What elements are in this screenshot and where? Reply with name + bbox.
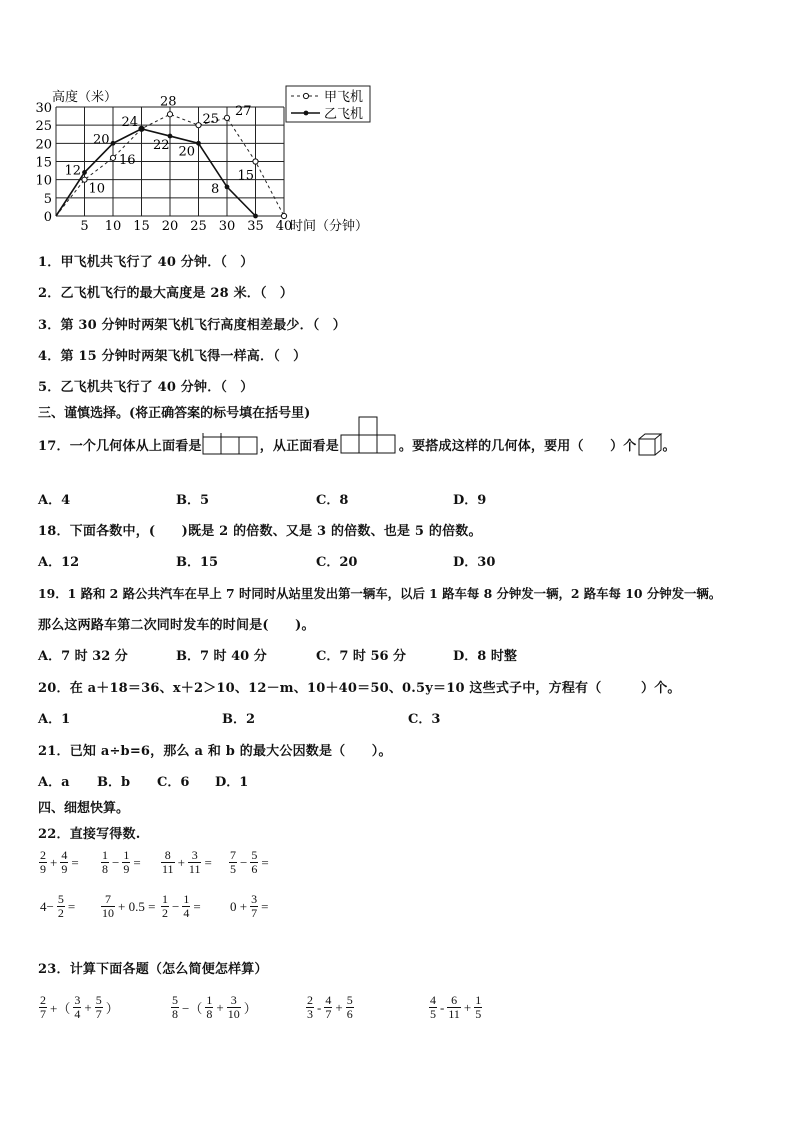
y-tick-label-3: 15 xyxy=(35,155,52,171)
q22-expression-1-2 xyxy=(100,849,143,876)
q23-operator: + xyxy=(463,999,472,1015)
x-tick-label-4: 20 xyxy=(161,219,179,234)
q23-fraction: $\frac{6}{11}$ xyxy=(448,993,460,1021)
legend-yi-label: 乙飞机 xyxy=(324,107,364,122)
q21-option-b: B．b xyxy=(97,775,131,790)
legend-jia-label: 甲飞机 xyxy=(324,90,364,105)
q22-equals: = xyxy=(133,854,141,870)
data-label-11: 15 xyxy=(237,168,255,184)
q23-operator: ） xyxy=(105,1001,119,1016)
q23-fraction: $\frac{1}{5}$ xyxy=(475,993,482,1021)
question-22-title: 22．直接写得数. xyxy=(38,827,141,842)
data-label-8: 20 xyxy=(178,144,196,160)
q22-fraction: $\frac{7}{5}$ xyxy=(230,848,236,876)
q22-fraction: $\frac{5}{6}$ xyxy=(251,848,258,876)
q23-fraction: $\frac{3}{4}$ xyxy=(74,993,81,1021)
q22-expression-1-4 xyxy=(228,849,271,876)
judgement-item-3: 3．第 30 分钟时两架飞机飞行高度相差最少．（ ） xyxy=(38,318,346,333)
q23-expression-3 xyxy=(305,994,355,1021)
question-20: 20．在 a＋18＝36、x＋2＞10、12－m、10＋40＝50、0.5y＝10 这些式子中，方程有（ ）个。 xyxy=(38,681,681,696)
q22-fraction: $\frac{3}{11}$ xyxy=(188,848,201,876)
q17-text-4: 。 xyxy=(662,438,676,454)
q23-expression-4 xyxy=(428,994,483,1021)
q22-lead: 0 + xyxy=(230,898,248,914)
series-yi-point-1 xyxy=(82,170,87,175)
series-yi-point-7 xyxy=(253,214,258,219)
x-tick-label-1: 5 xyxy=(80,219,89,234)
q22-equals: + 0.5 = xyxy=(118,898,156,914)
x-axis-label: 时间（分钟） xyxy=(290,219,369,234)
q23-operator: −（ xyxy=(182,1001,203,1016)
q22-expression-1-3 xyxy=(160,849,214,876)
series-jia-point-1 xyxy=(82,177,87,182)
question-17 xyxy=(38,432,676,456)
q19-option-a: A．7 时 32 分 xyxy=(38,649,128,664)
q22-fraction: $\frac{8}{11}$ xyxy=(162,848,174,876)
series-yi-point-6 xyxy=(225,185,230,190)
q23-operator: - xyxy=(440,999,445,1015)
series-yi-point-3 xyxy=(139,126,144,131)
q22-fraction: $\frac{7}{10}$ xyxy=(102,892,114,920)
q17-option-c: C．8 xyxy=(316,493,349,508)
series-jia-point-4 xyxy=(167,112,172,117)
data-label-7: 25 xyxy=(202,112,220,128)
q23-operator: - xyxy=(317,999,322,1015)
section-4-heading: 四、细想快算。 xyxy=(38,801,130,816)
q22-equals: = xyxy=(261,854,269,870)
q22-expression-2-2 xyxy=(100,893,157,920)
q22-expression-2-4 xyxy=(228,893,270,920)
q22-operator: + xyxy=(177,854,185,870)
q21-option-a: A．a xyxy=(38,775,70,790)
series-yi-point-5 xyxy=(196,141,201,146)
q22-fraction: $\frac{1}{2}$ xyxy=(162,892,168,920)
x-tick-label-2: 10 xyxy=(104,219,122,234)
x-tick-label-7: 35 xyxy=(247,219,264,234)
question-19-line-2: 那么这两路车第二次同时发车的时间是( )。 xyxy=(38,618,315,633)
x-tick-label-6: 30 xyxy=(218,219,236,234)
q23-fraction: $\frac{5}{7}$ xyxy=(95,993,102,1021)
q23-operator: + xyxy=(216,999,224,1015)
q23-fraction: $\frac{5}{6}$ xyxy=(346,993,353,1021)
x-tick-label-5: 25 xyxy=(190,219,207,234)
q22-fraction: $\frac{2}{9}$ xyxy=(40,848,46,876)
series-jia-point-2 xyxy=(110,155,115,160)
question-23-title: 23．计算下面各题（怎么简便怎样算） xyxy=(38,962,268,977)
q22-expression-2-1 xyxy=(38,893,77,920)
q17-text-3: 。要搭成这样的几何体，要用（ ）个 xyxy=(398,438,637,454)
q23-fraction: $\frac{2}{7}$ xyxy=(40,993,46,1021)
q23-fraction: $\frac{4}{5}$ xyxy=(430,993,436,1021)
q22-operator: − xyxy=(112,854,120,870)
judgement-item-5: 5．乙飞机共飞行了 40 分钟．（ ） xyxy=(38,380,254,395)
q22-operator: − xyxy=(240,854,248,870)
altitude-line-chart xyxy=(0,0,420,240)
q22-fraction: $\frac{1}{9}$ xyxy=(123,848,130,876)
data-label-3: 16 xyxy=(119,152,136,168)
q18-option-a: A．12 xyxy=(38,555,80,570)
q22-equals: = xyxy=(67,898,76,914)
series-jia-point-6 xyxy=(224,115,229,120)
q23-fraction: $\frac{4}{7}$ xyxy=(325,993,332,1021)
cube-icon xyxy=(637,432,663,456)
q22-equals: = xyxy=(193,898,201,914)
q22-equals: = xyxy=(71,854,79,870)
x-tick-label-3: 15 xyxy=(133,219,150,234)
data-label-1: 10 xyxy=(88,181,106,197)
q23-operator: + xyxy=(335,999,343,1015)
q22-operator: + xyxy=(50,854,58,870)
y-tick-label-2: 10 xyxy=(35,173,52,189)
data-label-4: 24 xyxy=(121,114,139,130)
front-view-shape xyxy=(339,415,399,455)
q21-option-c: C．6 xyxy=(157,775,190,790)
q23-fraction: $\frac{2}{3}$ xyxy=(307,993,313,1021)
q22-fraction: $\frac{5}{2}$ xyxy=(57,892,64,920)
y-tick-label-5: 25 xyxy=(35,119,52,135)
x-tick-label-8: 40 xyxy=(275,219,293,234)
series-jia-point-5 xyxy=(196,123,201,128)
q22-equals: = xyxy=(261,898,269,914)
q22-lead: 4− xyxy=(40,898,54,914)
q17-option-a: A．4 xyxy=(38,493,71,508)
q23-operator: +（ xyxy=(50,1001,71,1016)
q23-operator: + xyxy=(84,999,92,1015)
q22-operator: − xyxy=(172,898,180,914)
y-tick-label-0: 0 xyxy=(43,210,52,225)
q18-option-b: B．15 xyxy=(176,555,219,570)
series-jia-point-8 xyxy=(281,213,286,218)
judgement-item-4: 4．第 15 分钟时两架飞机飞得一样高．（ ） xyxy=(38,349,307,364)
q22-fraction: $\frac{1}{8}$ xyxy=(102,848,108,876)
section-3-heading: 三、谨慎选择。(将正确答案的标号填在括号里) xyxy=(38,406,311,421)
q21-option-d: D．1 xyxy=(215,775,249,790)
y-tick-label-6: 30 xyxy=(35,101,52,116)
question-19-line-1: 19．1 路和 2 路公共汽车在早上 7 时同时从站里发出第一辆车，以后 1 路车每 8 分钟发一辆，2 路车每 10 分钟发一辆。 xyxy=(38,586,722,601)
q17-text-1: 17．一个几何体从上面看是 xyxy=(38,438,202,454)
question-21: 21．已知 a÷b=6，那么 a 和 b 的最大公因数是（ ）。 xyxy=(38,744,392,759)
q23-expression-1 xyxy=(38,994,121,1021)
series-jia-point-7 xyxy=(253,159,258,164)
y-tick-label-1: 5 xyxy=(43,191,52,207)
q22-fraction: $\frac{1}{4}$ xyxy=(183,892,190,920)
q17-option-b: B．5 xyxy=(176,493,210,508)
judgement-item-1: 1．甲飞机共飞行了 40 分钟．（ ） xyxy=(38,255,254,270)
q18-option-d: D．30 xyxy=(453,555,496,570)
q22-fraction: $\frac{4}{9}$ xyxy=(61,848,68,876)
q23-fraction: $\frac{1}{8}$ xyxy=(206,993,213,1021)
q19-option-c: C．7 时 56 分 xyxy=(316,649,407,664)
q22-equals: = xyxy=(204,854,212,870)
q22-expression-2-3 xyxy=(160,893,203,920)
legend-jia-marker xyxy=(303,93,308,98)
series-yi-point-2 xyxy=(111,141,116,146)
judgement-item-2: 2．乙飞机飞行的最大高度是 28 米．（ ） xyxy=(38,286,294,301)
q23-fraction: $\frac{5}{8}$ xyxy=(172,993,178,1021)
q18-option-c: C．20 xyxy=(316,555,358,570)
q20-option-a: A．1 xyxy=(38,712,71,727)
data-label-2: 20 xyxy=(93,132,110,148)
q23-operator: ） xyxy=(243,1001,257,1016)
data-label-0: 12 xyxy=(64,163,82,179)
y-axis-label: 高度（米） xyxy=(52,90,118,105)
q20-option-c: C．3 xyxy=(408,712,441,727)
data-label-9: 27 xyxy=(235,103,252,119)
q22-expression-1-1 xyxy=(38,849,81,876)
data-label-10: 8 xyxy=(211,181,220,197)
data-label-5: 28 xyxy=(160,94,177,110)
question-18: 18．下面各数中，( )既是 2 的倍数、又是 3 的倍数、也是 5 的倍数。 xyxy=(38,524,482,539)
q17-option-d: D．9 xyxy=(453,493,487,508)
q22-fraction: $\frac{3}{7}$ xyxy=(251,892,258,920)
top-view-shape xyxy=(202,433,260,455)
y-tick-label-4: 20 xyxy=(35,137,52,153)
q19-option-b: B．7 时 40 分 xyxy=(176,649,267,664)
q20-option-b: B．2 xyxy=(222,712,256,727)
q23-fraction: $\frac{3}{10}$ xyxy=(227,993,240,1021)
legend-yi-marker xyxy=(304,111,309,116)
q17-text-2: ，从正面看是 xyxy=(259,438,339,454)
q23-expression-2 xyxy=(170,994,259,1021)
q19-option-d: D．8 时整 xyxy=(453,649,517,664)
data-label-6: 22 xyxy=(153,138,170,154)
